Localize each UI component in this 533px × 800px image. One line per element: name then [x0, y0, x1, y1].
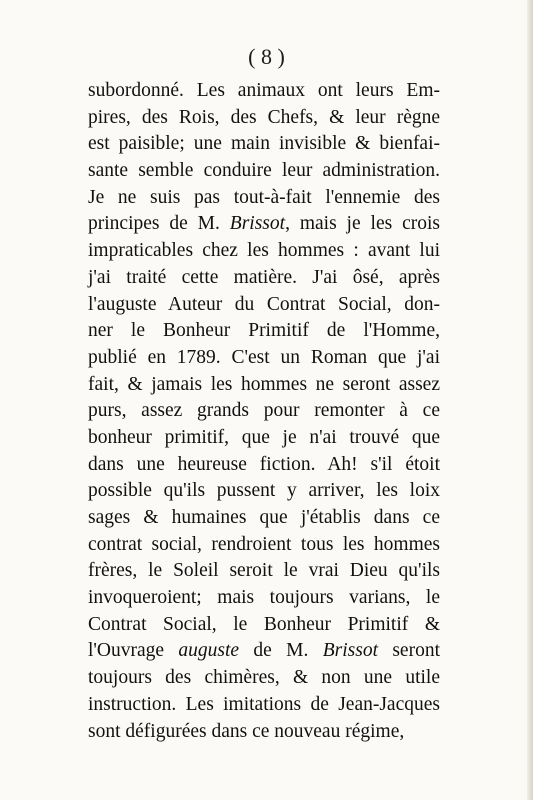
text-segment: , mais je les crois [285, 213, 440, 235]
text-segment: ner le Bonheur Primitif de l'Homme, [88, 320, 440, 342]
text-segment: bonheur primitif, que je n'ai trouvé que [88, 426, 440, 448]
text-line [88, 665, 440, 692]
text-line [88, 211, 440, 238]
text-segment: purs, assez grands pour remonter à ce [88, 400, 440, 422]
text-segment: publié en 1789. C'est un Roman que j'ai [88, 346, 440, 368]
text-line [88, 505, 440, 532]
text-line [88, 692, 440, 719]
text-line [88, 638, 440, 665]
text-line [88, 398, 440, 425]
text-line [88, 345, 440, 372]
text-segment: invoqueroient; mais toujours varians, le [88, 587, 440, 609]
italic-text: Brissot [322, 640, 378, 662]
text-line [88, 452, 440, 479]
text-segment: impraticables chez les hommes : avant lui [88, 240, 440, 262]
page-binding-edge [527, 0, 533, 800]
text-segment: frères, le Soleil seroit le vrai Dieu qu'ils [88, 560, 440, 582]
text-segment: pires, des Rois, des Chefs, & leur règne [88, 106, 440, 128]
text-segment: subordonné. Les animaux ont leurs Em- [88, 80, 440, 101]
text-segment: est paisible; une main invisible & bienfai- [88, 133, 440, 155]
text-segment: fait, & jamais les hommes ne seront assez [88, 373, 440, 395]
text-line [88, 532, 440, 559]
text-line [88, 292, 440, 319]
text-line [88, 265, 440, 292]
text-line [88, 478, 440, 505]
text-segment: de M. [239, 640, 323, 662]
text-segment: principes de M. [88, 213, 230, 235]
text-line [88, 78, 440, 105]
text-line [88, 558, 440, 585]
text-line [88, 585, 440, 612]
text-line [88, 318, 440, 345]
body-text [88, 78, 440, 745]
text-segment: sante semble conduire leur administration. [88, 160, 440, 182]
text-line [88, 185, 440, 212]
text-segment: toujours des chimères, & non une utile [88, 667, 440, 689]
text-segment: Je ne suis pas tout-à-fait l'ennemie des [88, 186, 440, 208]
text-line [88, 238, 440, 265]
text-segment: seront [378, 640, 440, 662]
text-segment: sont défigurées dans ce nouveau régime, [88, 720, 405, 742]
text-line [88, 719, 440, 746]
text-segment: instruction. Les imitations de Jean-Jacques [88, 693, 440, 715]
text-segment: dans une heureuse fiction. Ah! s'il étoit [88, 453, 440, 475]
text-line [88, 158, 440, 185]
italic-text: auguste [178, 640, 240, 662]
italic-text: Brissot [229, 213, 286, 235]
text-line [88, 372, 440, 399]
text-segment: possible qu'ils pussent y arriver, les loix [88, 480, 440, 502]
text-segment: l'auguste Auteur du Contrat Social, don- [88, 293, 440, 315]
page-number: ( 8 ) [248, 44, 285, 69]
text-segment: j'ai traité cette matière. J'ai ôsé, après [88, 266, 440, 288]
text-line [88, 105, 440, 132]
text-segment: sages & humaines que j'établis dans ce [88, 507, 440, 528]
text-segment: contrat social, rendroient tous les hommes [88, 533, 440, 555]
text-segment: l'Ouvrage [88, 640, 179, 662]
text-line [88, 425, 440, 452]
text-line [88, 131, 440, 158]
text-segment: Contrat Social, le Bonheur Primitif & [88, 613, 440, 635]
text-line [88, 612, 440, 639]
